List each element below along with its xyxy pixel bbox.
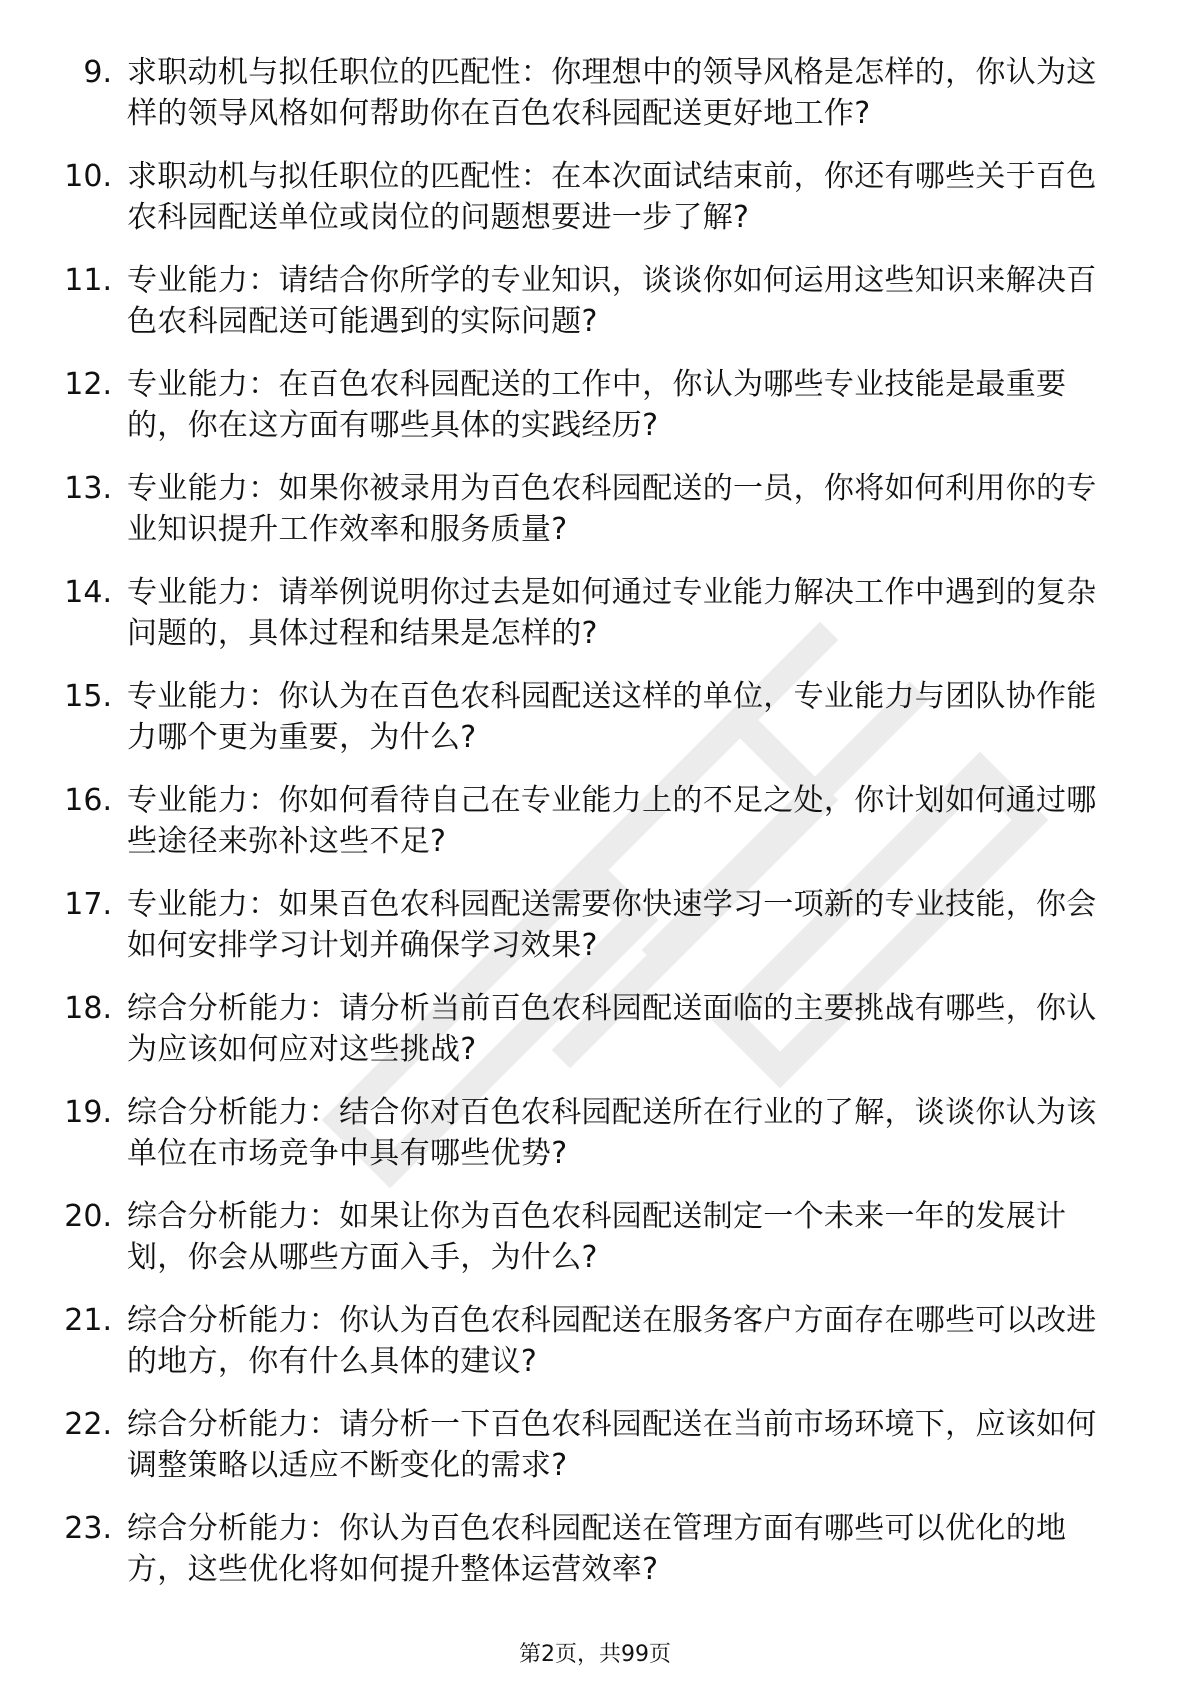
question-text: 综合分析能力：如果让你为百色农科园配送制定一个未来一年的发展计划，你会从哪些方面入手，为什么? bbox=[127, 1199, 1067, 1275]
question-item bbox=[0, 364, 1190, 446]
question-item bbox=[0, 52, 1190, 134]
question-item bbox=[0, 988, 1190, 1070]
question-item bbox=[0, 1508, 1190, 1590]
question-number: 14. bbox=[64, 575, 112, 610]
question-number: 10. bbox=[64, 159, 112, 194]
question-text: 专业能力：你认为在百色农科园配送这样的单位，专业能力与团队协作能力哪个更为重要，为什么? bbox=[127, 679, 1097, 755]
question-number: 23. bbox=[64, 1511, 112, 1546]
question-text: 综合分析能力：你认为百色农科园配送在服务客户方面存在哪些可以改进的地方，你有什么具体的建议? bbox=[127, 1303, 1097, 1379]
question-number: 9. bbox=[83, 55, 112, 90]
question-text: 综合分析能力：你认为百色农科园配送在管理方面有哪些可以优化的地方，这些优化将如何提升整体运营效率? bbox=[127, 1511, 1067, 1587]
question-text: 专业能力：如果百色农科园配送需要你快速学习一项新的专业技能，你会如何安排学习计划并确保学习效果? bbox=[127, 887, 1097, 963]
question-number: 11. bbox=[64, 263, 112, 298]
question-item bbox=[0, 468, 1190, 550]
question-number: 19. bbox=[64, 1095, 112, 1130]
question-number: 21. bbox=[64, 1303, 112, 1338]
question-number: 13. bbox=[64, 471, 112, 506]
question-item bbox=[0, 1196, 1190, 1278]
question-item bbox=[0, 572, 1190, 654]
question-item bbox=[0, 780, 1190, 862]
question-number: 18. bbox=[64, 991, 112, 1026]
question-number: 17. bbox=[64, 887, 112, 922]
question-text: 综合分析能力：请分析当前百色农科园配送面临的主要挑战有哪些，你认为应该如何应对这些挑战? bbox=[127, 991, 1097, 1067]
question-text: 专业能力：请举例说明你过去是如何通过专业能力解决工作中遇到的复杂问题的，具体过程和结果是怎样的? bbox=[127, 575, 1097, 651]
question-text: 综合分析能力：结合你对百色农科园配送所在行业的了解，谈谈你认为该单位在市场竞争中具有哪些优势? bbox=[127, 1095, 1097, 1171]
question-text: 专业能力：请结合你所学的专业知识，谈谈你如何运用这些知识来解决百色农科园配送可能遇到的实际问题? bbox=[127, 263, 1097, 339]
question-text: 求职动机与拟任职位的匹配性：你理想中的领导风格是怎样的，你认为这样的领导风格如何帮助你在百色农科园配送更好地工作? bbox=[127, 55, 1097, 131]
question-number: 20. bbox=[64, 1199, 112, 1234]
page-footer: 第2页，共99页 bbox=[519, 1642, 671, 1667]
question-text: 综合分析能力：请分析一下百色农科园配送在当前市场环境下，应该如何调整策略以适应不断变化的需求? bbox=[127, 1407, 1097, 1483]
question-item bbox=[0, 1404, 1190, 1486]
question-text: 求职动机与拟任职位的匹配性：在本次面试结束前，你还有哪些关于百色农科园配送单位或岗位的问题想要进一步了解? bbox=[127, 159, 1097, 235]
question-item bbox=[0, 884, 1190, 966]
question-item bbox=[0, 156, 1190, 238]
question-list bbox=[0, 52, 1190, 1612]
question-text: 专业能力：你如何看待自己在专业能力上的不足之处，你计划如何通过哪些途径来弥补这些不足? bbox=[127, 783, 1097, 859]
question-item bbox=[0, 1300, 1190, 1382]
question-text: 专业能力：在百色农科园配送的工作中，你认为哪些专业技能是最重要的，你在这方面有哪些具体的实践经历? bbox=[127, 367, 1067, 443]
question-number: 12. bbox=[64, 367, 112, 402]
question-number: 16. bbox=[64, 783, 112, 818]
question-item bbox=[0, 260, 1190, 342]
question-number: 22. bbox=[64, 1407, 112, 1442]
question-number: 15. bbox=[64, 679, 112, 714]
question-item bbox=[0, 676, 1190, 758]
question-item bbox=[0, 1092, 1190, 1174]
question-text: 专业能力：如果你被录用为百色农科园配送的一员，你将如何利用你的专业知识提升工作效率和服务质量? bbox=[127, 471, 1097, 547]
